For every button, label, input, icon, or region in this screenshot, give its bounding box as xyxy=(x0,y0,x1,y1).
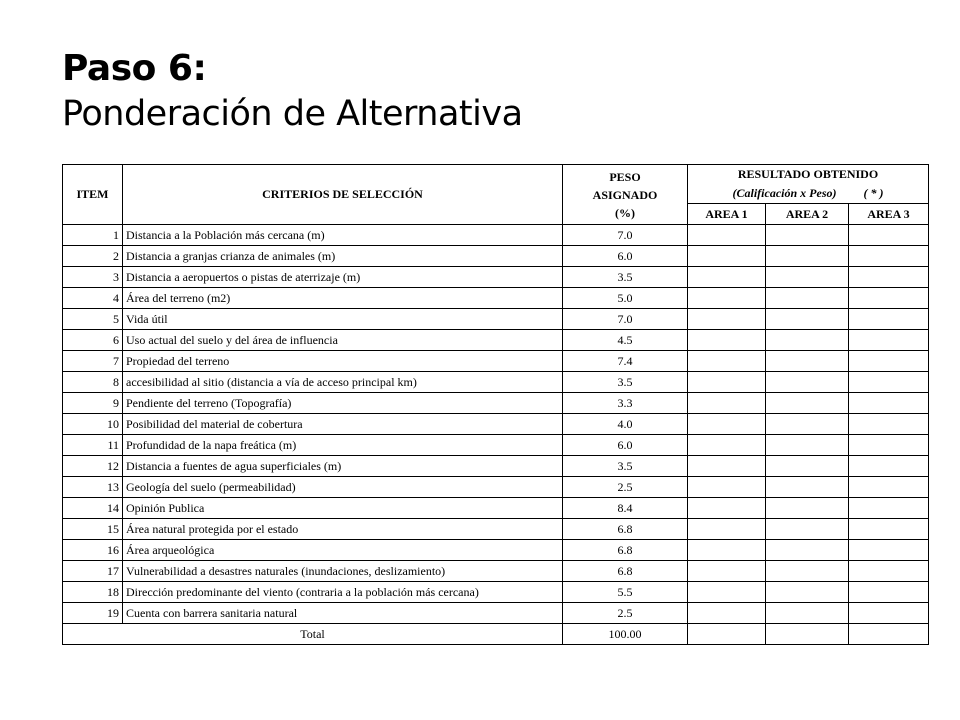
area-3-cell xyxy=(849,498,929,519)
weight-cell: 7.0 xyxy=(563,309,688,330)
header-area-2: AREA 2 xyxy=(766,204,849,225)
slide-title-block xyxy=(62,46,523,136)
weight-cell: 3.5 xyxy=(563,267,688,288)
area-2-cell xyxy=(766,603,849,624)
header-item: ITEM xyxy=(63,165,123,225)
weight-cell: 6.8 xyxy=(563,540,688,561)
criterion-cell: Distancia a aeropuertos o pistas de aterrizaje (m) xyxy=(123,267,563,288)
area-3-cell xyxy=(849,330,929,351)
header-result-line2: (Calificación x Peso) ( * ) xyxy=(732,186,884,200)
header-area-3: AREA 3 xyxy=(849,204,929,225)
area-1-cell xyxy=(688,603,766,624)
area-3-cell xyxy=(849,456,929,477)
weight-cell: 7.4 xyxy=(563,351,688,372)
item-number-cell: 6 xyxy=(63,330,123,351)
area-3-cell xyxy=(849,561,929,582)
area-2-cell xyxy=(766,456,849,477)
area-2-cell xyxy=(766,309,849,330)
criterion-cell: Distancia a fuentes de agua superficiales (m) xyxy=(123,456,563,477)
table-row xyxy=(63,372,929,393)
table-row xyxy=(63,477,929,498)
item-number-cell: 8 xyxy=(63,372,123,393)
weight-cell: 3.5 xyxy=(563,372,688,393)
weight-cell: 3.3 xyxy=(563,393,688,414)
area-2-cell xyxy=(766,519,849,540)
area-1-cell xyxy=(688,267,766,288)
area-2-cell xyxy=(766,288,849,309)
table-row xyxy=(63,519,929,540)
table-row xyxy=(63,267,929,288)
total-label: Total xyxy=(63,624,563,645)
area-2-cell xyxy=(766,225,849,246)
criterion-cell: Posibilidad del material de cobertura xyxy=(123,414,563,435)
header-weight xyxy=(563,165,688,225)
total-weight: 100.00 xyxy=(563,624,688,645)
item-number-cell: 2 xyxy=(63,246,123,267)
criterion-cell: Distancia a granjas crianza de animales (m) xyxy=(123,246,563,267)
header-row xyxy=(63,165,929,204)
area-1-cell xyxy=(688,351,766,372)
criterion-cell: Área del terreno (m2) xyxy=(123,288,563,309)
table-row xyxy=(63,288,929,309)
item-number-cell: 5 xyxy=(63,309,123,330)
area-2-cell xyxy=(766,393,849,414)
area-2-cell xyxy=(766,477,849,498)
criterion-cell: Área natural protegida por el estado xyxy=(123,519,563,540)
weight-cell: 2.5 xyxy=(563,603,688,624)
area-2-cell xyxy=(766,435,849,456)
table-row xyxy=(63,351,929,372)
weight-cell: 6.0 xyxy=(563,435,688,456)
table-row xyxy=(63,540,929,561)
table-row xyxy=(63,498,929,519)
area-1-cell xyxy=(688,288,766,309)
table-row xyxy=(63,393,929,414)
criterion-cell: Vulnerabilidad a desastres naturales (inundaciones, deslizamiento) xyxy=(123,561,563,582)
area-1-cell xyxy=(688,330,766,351)
table-body xyxy=(63,225,929,624)
area-1-cell xyxy=(688,393,766,414)
total-area-3-cell xyxy=(849,624,929,645)
item-number-cell: 12 xyxy=(63,456,123,477)
weight-cell: 5.0 xyxy=(563,288,688,309)
area-3-cell xyxy=(849,288,929,309)
area-1-cell xyxy=(688,540,766,561)
criterion-cell: Pendiente del terreno (Topografía) xyxy=(123,393,563,414)
weight-cell: 6.0 xyxy=(563,246,688,267)
header-criteria xyxy=(123,165,563,225)
item-number-cell: 16 xyxy=(63,540,123,561)
table-row xyxy=(63,603,929,624)
area-1-cell xyxy=(688,372,766,393)
item-number-cell: 15 xyxy=(63,519,123,540)
weight-cell: 2.5 xyxy=(563,477,688,498)
total-area-1-cell xyxy=(688,624,766,645)
criterion-cell: Profundidad de la napa freática (m) xyxy=(123,435,563,456)
area-2-cell xyxy=(766,540,849,561)
item-number-cell: 11 xyxy=(63,435,123,456)
area-1-cell xyxy=(688,561,766,582)
criterion-cell: Dirección predominante del viento (contraria a la población más cercana) xyxy=(123,582,563,603)
area-3-cell xyxy=(849,582,929,603)
area-2-cell xyxy=(766,267,849,288)
item-number-cell: 4 xyxy=(63,288,123,309)
area-1-cell xyxy=(688,498,766,519)
header-weight-line3: (%) xyxy=(615,205,635,220)
table-row xyxy=(63,225,929,246)
area-1-cell xyxy=(688,435,766,456)
weight-cell: 7.0 xyxy=(563,225,688,246)
criterion-cell: Propiedad del terreno xyxy=(123,351,563,372)
area-2-cell xyxy=(766,561,849,582)
header-result xyxy=(688,165,929,204)
area-3-cell xyxy=(849,309,929,330)
header-weight-line2: ASIGNADO xyxy=(592,187,658,202)
area-3-cell xyxy=(849,519,929,540)
criterion-cell: Distancia a la Población más cercana (m) xyxy=(123,225,563,246)
area-3-cell xyxy=(849,246,929,267)
criterion-cell: Geología del suelo (permeabilidad) xyxy=(123,477,563,498)
area-3-cell xyxy=(849,414,929,435)
header-result-line1: RESULTADO OBTENIDO xyxy=(737,167,879,181)
area-1-cell xyxy=(688,225,766,246)
area-1-cell xyxy=(688,477,766,498)
area-2-cell xyxy=(766,330,849,351)
item-number-cell: 1 xyxy=(63,225,123,246)
area-3-cell xyxy=(849,351,929,372)
table-row xyxy=(63,582,929,603)
area-2-cell xyxy=(766,372,849,393)
header-criteria-label: CRITERIOS DE SELECCIÓN xyxy=(262,187,423,201)
table-row xyxy=(63,414,929,435)
weight-cell: 5.5 xyxy=(563,582,688,603)
criterion-cell: Área arqueológica xyxy=(123,540,563,561)
item-number-cell: 18 xyxy=(63,582,123,603)
criterion-cell: accesibilidad al sitio (distancia a vía de acceso principal km) xyxy=(123,372,563,393)
area-3-cell xyxy=(849,477,929,498)
weight-cell: 3.5 xyxy=(563,456,688,477)
area-2-cell xyxy=(766,414,849,435)
area-3-cell xyxy=(849,435,929,456)
table-row xyxy=(63,309,929,330)
slide-subtitle: Ponderación de Alternativa xyxy=(62,94,523,134)
slide-title: Paso 6: xyxy=(62,48,207,89)
item-number-cell: 19 xyxy=(63,603,123,624)
area-1-cell xyxy=(688,246,766,267)
area-3-cell xyxy=(849,267,929,288)
header-area-1: AREA 1 xyxy=(688,204,766,225)
weight-cell: 6.8 xyxy=(563,561,688,582)
area-3-cell xyxy=(849,393,929,414)
area-3-cell xyxy=(849,225,929,246)
item-number-cell: 9 xyxy=(63,393,123,414)
selection-criteria-table xyxy=(62,164,929,645)
area-1-cell xyxy=(688,414,766,435)
criterion-cell: Vida útil xyxy=(123,309,563,330)
criterion-cell: Cuenta con barrera sanitaria natural xyxy=(123,603,563,624)
item-number-cell: 10 xyxy=(63,414,123,435)
area-1-cell xyxy=(688,582,766,603)
criterion-cell: Opinión Publica xyxy=(123,498,563,519)
weight-cell: 4.5 xyxy=(563,330,688,351)
area-2-cell xyxy=(766,498,849,519)
item-number-cell: 14 xyxy=(63,498,123,519)
table-row xyxy=(63,561,929,582)
area-1-cell xyxy=(688,519,766,540)
table-row xyxy=(63,456,929,477)
area-1-cell xyxy=(688,456,766,477)
area-2-cell xyxy=(766,351,849,372)
criterion-cell: Uso actual del suelo y del área de influencia xyxy=(123,330,563,351)
area-1-cell xyxy=(688,309,766,330)
area-3-cell xyxy=(849,540,929,561)
area-3-cell xyxy=(849,603,929,624)
total-area-2-cell xyxy=(766,624,849,645)
total-row xyxy=(63,624,929,645)
weight-cell: 8.4 xyxy=(563,498,688,519)
area-3-cell xyxy=(849,372,929,393)
weight-cell: 6.8 xyxy=(563,519,688,540)
item-number-cell: 17 xyxy=(63,561,123,582)
item-number-cell: 13 xyxy=(63,477,123,498)
area-2-cell xyxy=(766,246,849,267)
table-row xyxy=(63,330,929,351)
area-2-cell xyxy=(766,582,849,603)
item-number-cell: 7 xyxy=(63,351,123,372)
table-row xyxy=(63,435,929,456)
weight-cell: 4.0 xyxy=(563,414,688,435)
header-weight-line1: PESO xyxy=(609,169,641,184)
table-row xyxy=(63,246,929,267)
item-number-cell: 3 xyxy=(63,267,123,288)
